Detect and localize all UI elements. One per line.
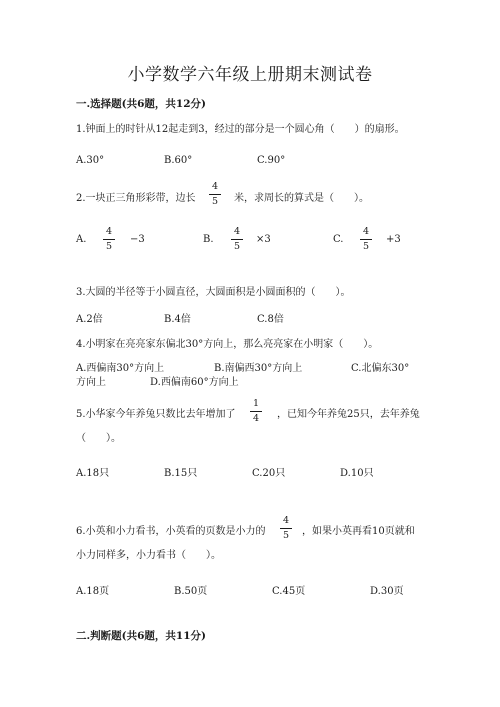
question-1-text: 1.钟面上的时针从12起走到3，经过的部分是一个圆心角（ ）的扇形。 bbox=[76, 124, 405, 135]
question-5-option-b: B.15只 bbox=[164, 468, 198, 479]
question-6-option-d: D.30页 bbox=[370, 586, 404, 597]
fraction-bar bbox=[250, 411, 262, 412]
question-2-option-c-operator: +3 bbox=[386, 234, 401, 245]
question-4-option-c: C.北偏东30° bbox=[351, 363, 410, 374]
fraction-numerator: 4 bbox=[362, 226, 370, 237]
fraction-denominator: 5 bbox=[362, 240, 370, 252]
question-5-text-start: 5.小华家今年养兔只数比去年增加了 bbox=[76, 409, 236, 420]
question-4-option-a: A.西偏南30°方向上 bbox=[76, 363, 165, 374]
fraction-denominator: 5 bbox=[282, 529, 290, 541]
question-6-text-middle: ，如果小英再看10页就和 bbox=[302, 526, 415, 537]
question-3-option-a: A.2倍 bbox=[76, 314, 103, 325]
question-3-option-c: C.8倍 bbox=[257, 314, 284, 325]
question-2-option-b-fraction bbox=[231, 227, 243, 251]
question-5-fraction bbox=[250, 399, 262, 423]
fraction-bar bbox=[280, 528, 292, 529]
fraction-denominator: 5 bbox=[105, 240, 113, 252]
question-2-fraction bbox=[209, 182, 221, 206]
question-6-option-b: B.50页 bbox=[174, 586, 208, 597]
question-2-option-c-fraction bbox=[360, 227, 372, 251]
fraction-denominator: 4 bbox=[252, 412, 260, 424]
question-4-text: 4.小明家在亮亮家东偏北30°方向上，那么亮亮家在小明家（ ）。 bbox=[76, 339, 379, 350]
question-6-text-start: 6.小英和小力看书，小英看的页数是小力的 bbox=[76, 526, 266, 537]
question-5-option-c: C.20只 bbox=[252, 468, 286, 479]
question-3-option-b: B.4倍 bbox=[164, 314, 191, 325]
fraction-denominator: 5 bbox=[211, 195, 219, 207]
question-2-text-end: 米，求周长的算式是（ ）。 bbox=[234, 193, 369, 204]
fraction-bar bbox=[360, 239, 372, 240]
fraction-numerator: 1 bbox=[252, 398, 260, 409]
question-2-option-c-label: C. bbox=[333, 234, 344, 245]
question-6-fraction bbox=[280, 516, 292, 540]
fraction-bar bbox=[103, 239, 115, 240]
question-1-option-c: C.90° bbox=[257, 155, 286, 166]
fraction-bar bbox=[231, 239, 243, 240]
question-4-option-d: D.西偏南60°方向上 bbox=[150, 377, 239, 388]
fraction-numerator: 4 bbox=[105, 226, 113, 237]
question-5-text-middle: ，已知今年养兔25只，去年养兔 bbox=[277, 409, 420, 420]
question-6-option-c: C.45页 bbox=[272, 586, 306, 597]
question-5-option-a: A.18只 bbox=[76, 468, 110, 479]
question-1-option-a: A.30° bbox=[76, 155, 105, 166]
section-heading-true-false: 二.判断题(共6题，共11分) bbox=[76, 630, 207, 642]
fraction-numerator: 4 bbox=[282, 515, 290, 526]
fraction-bar bbox=[209, 194, 221, 195]
question-2-text-start: 2.一块正三角形彩带，边长 bbox=[76, 193, 196, 204]
question-5-text-end: （ ）。 bbox=[76, 433, 121, 444]
question-6-text-end: 小力同样多，小力看书（ ）。 bbox=[76, 550, 221, 561]
fraction-denominator: 5 bbox=[233, 240, 241, 252]
question-5-option-d: D.10只 bbox=[340, 468, 374, 479]
page-title: 小学数学六年级上册期末测试卷 bbox=[127, 65, 373, 85]
question-3-text: 3.大圆的半径等于小圆直径，大圆面积是小圆面积的（ ）。 bbox=[76, 287, 351, 298]
fraction-numerator: 4 bbox=[211, 181, 219, 192]
question-2-option-a-label: A. bbox=[76, 234, 87, 245]
question-2-option-b-operator: ×3 bbox=[256, 234, 271, 245]
question-2-option-a-fraction bbox=[103, 227, 115, 251]
question-4-option-b: B.南偏西30°方向上 bbox=[214, 363, 303, 374]
question-6-option-a: A.18页 bbox=[76, 586, 110, 597]
question-2-option-b-label: B. bbox=[203, 234, 214, 245]
question-4-option-c-continued: 方向上 bbox=[76, 377, 106, 388]
section-heading-choice: 一.选择题(共6题，共12分) bbox=[76, 98, 207, 110]
question-1-option-b: B.60° bbox=[164, 155, 193, 166]
question-2-option-a-operator: −3 bbox=[130, 234, 145, 245]
fraction-numerator: 4 bbox=[233, 226, 241, 237]
